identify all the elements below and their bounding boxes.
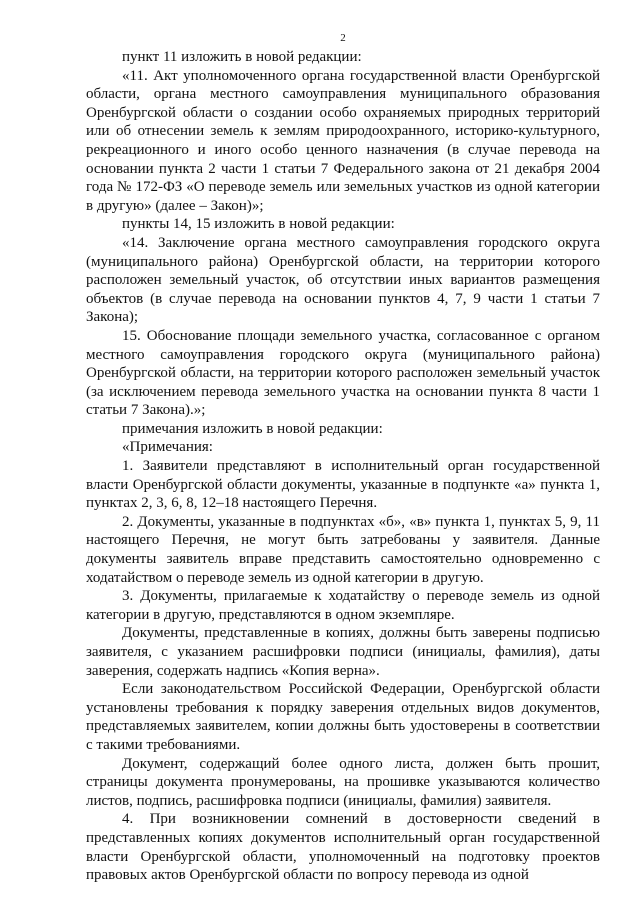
paragraph-intro-notes: примечания изложить в новой редакции: <box>122 420 383 437</box>
paragraph-intro-item-11: пункт 11 изложить в новой редакции: <box>122 49 362 65</box>
paragraph-item-14: «14. Заключение органа местного самоуправления городского округа (муниципального района) Оренбургской области, на территории которого расположен земельный участок, об отсутствии иных вариантов размещения объектов (в случае перевода на основании пунктов 4, 7, 9 части 1 статьи 7 Закона); <box>86 234 600 326</box>
paragraph-note-2: 2. Документы, указанные в подпунктах «б», «в» пункта 1, пунктах 5, 9, 11 настоящего Перечня, не могут быть затребованы у заявителя. Данные документы заявитель вправе представить самостоятельно одновременно с ходатайством о переводе земель из одной категории в другую. <box>86 513 600 586</box>
paragraph-intro-items-14-15: пункты 14, 15 изложить в новой редакции: <box>122 216 395 233</box>
page-number: 2 <box>340 32 346 44</box>
paragraph-notes-heading: «Примечания: <box>122 439 213 456</box>
paragraph-item-15: 15. Обоснование площади земельного участка, согласованное с органом местного самоуправления городского округа (муниципального района) Оренбургской области, на территории которого расположен земельный участок (за исключением перевода земельного участка на основании пункта 8 части 1 статьи 7 Закона).»; <box>86 327 600 419</box>
paragraph-note-3-binding: Документ, содержащий более одного листа, должен быть прошит, страницы документа пронумерованы, на прошивке указываются количество листов, подпись, расшифровка подписи (инициалы, фамилия) заявителя. <box>86 755 600 809</box>
paragraph-item-11: «11. Акт уполномоченного органа государственной власти Оренбургской области, органа местного самоуправления муниципального образования Оренбургской области о создании особо охраняемых природных территорий или об отнесении земель к землям природоохранного, историко-культурного, рекреационного и иного особо ценного назначения (в случае перевода на основании пункта 2 части 1 статьи 7 Федерального закона от 21 декабря 2004 года № 172-ФЗ «О переводе земель или земельных участков из одной категории в другую» (далее – Закон)»; <box>86 67 600 214</box>
document-body <box>86 48 600 885</box>
paragraph-note-3-copies: Документы, представленные в копиях, должны быть заверены подписью заявителя, с указанием расшифровки подписи (инициалы, фамилия), даты заверения, содержать надпись «Копия верна». <box>86 625 600 679</box>
paragraph-note-3: 3. Документы, прилагаемые к ходатайству о переводе земель из одной категории в другую, представляются в одном экземпляре. <box>86 588 600 623</box>
paragraph-note-3-requirements: Если законодательством Российской Федерации, Оренбургской области установлены требования к порядку заверения отдельных видов документов, представляемых заявителем, копии должны быть удостоверены в соответствии с такими требованиями. <box>86 681 600 753</box>
paragraph-note-4: 4. При возникновении сомнений в достоверности сведений в представленных копиях документов исполнительный орган государственной власти Оренбургской области, уполномоченный на подготовку проектов правовых актов Оренбургской области по вопросу перевода из одной <box>86 811 600 884</box>
paragraph-note-1: 1. Заявители представляют в исполнительный орган государственной власти Оренбургской области документы, указанные в подпункте «а» пункта 1, пунктах 2, 3, 6, 8, 12–18 настоящего Перечня. <box>86 458 600 512</box>
